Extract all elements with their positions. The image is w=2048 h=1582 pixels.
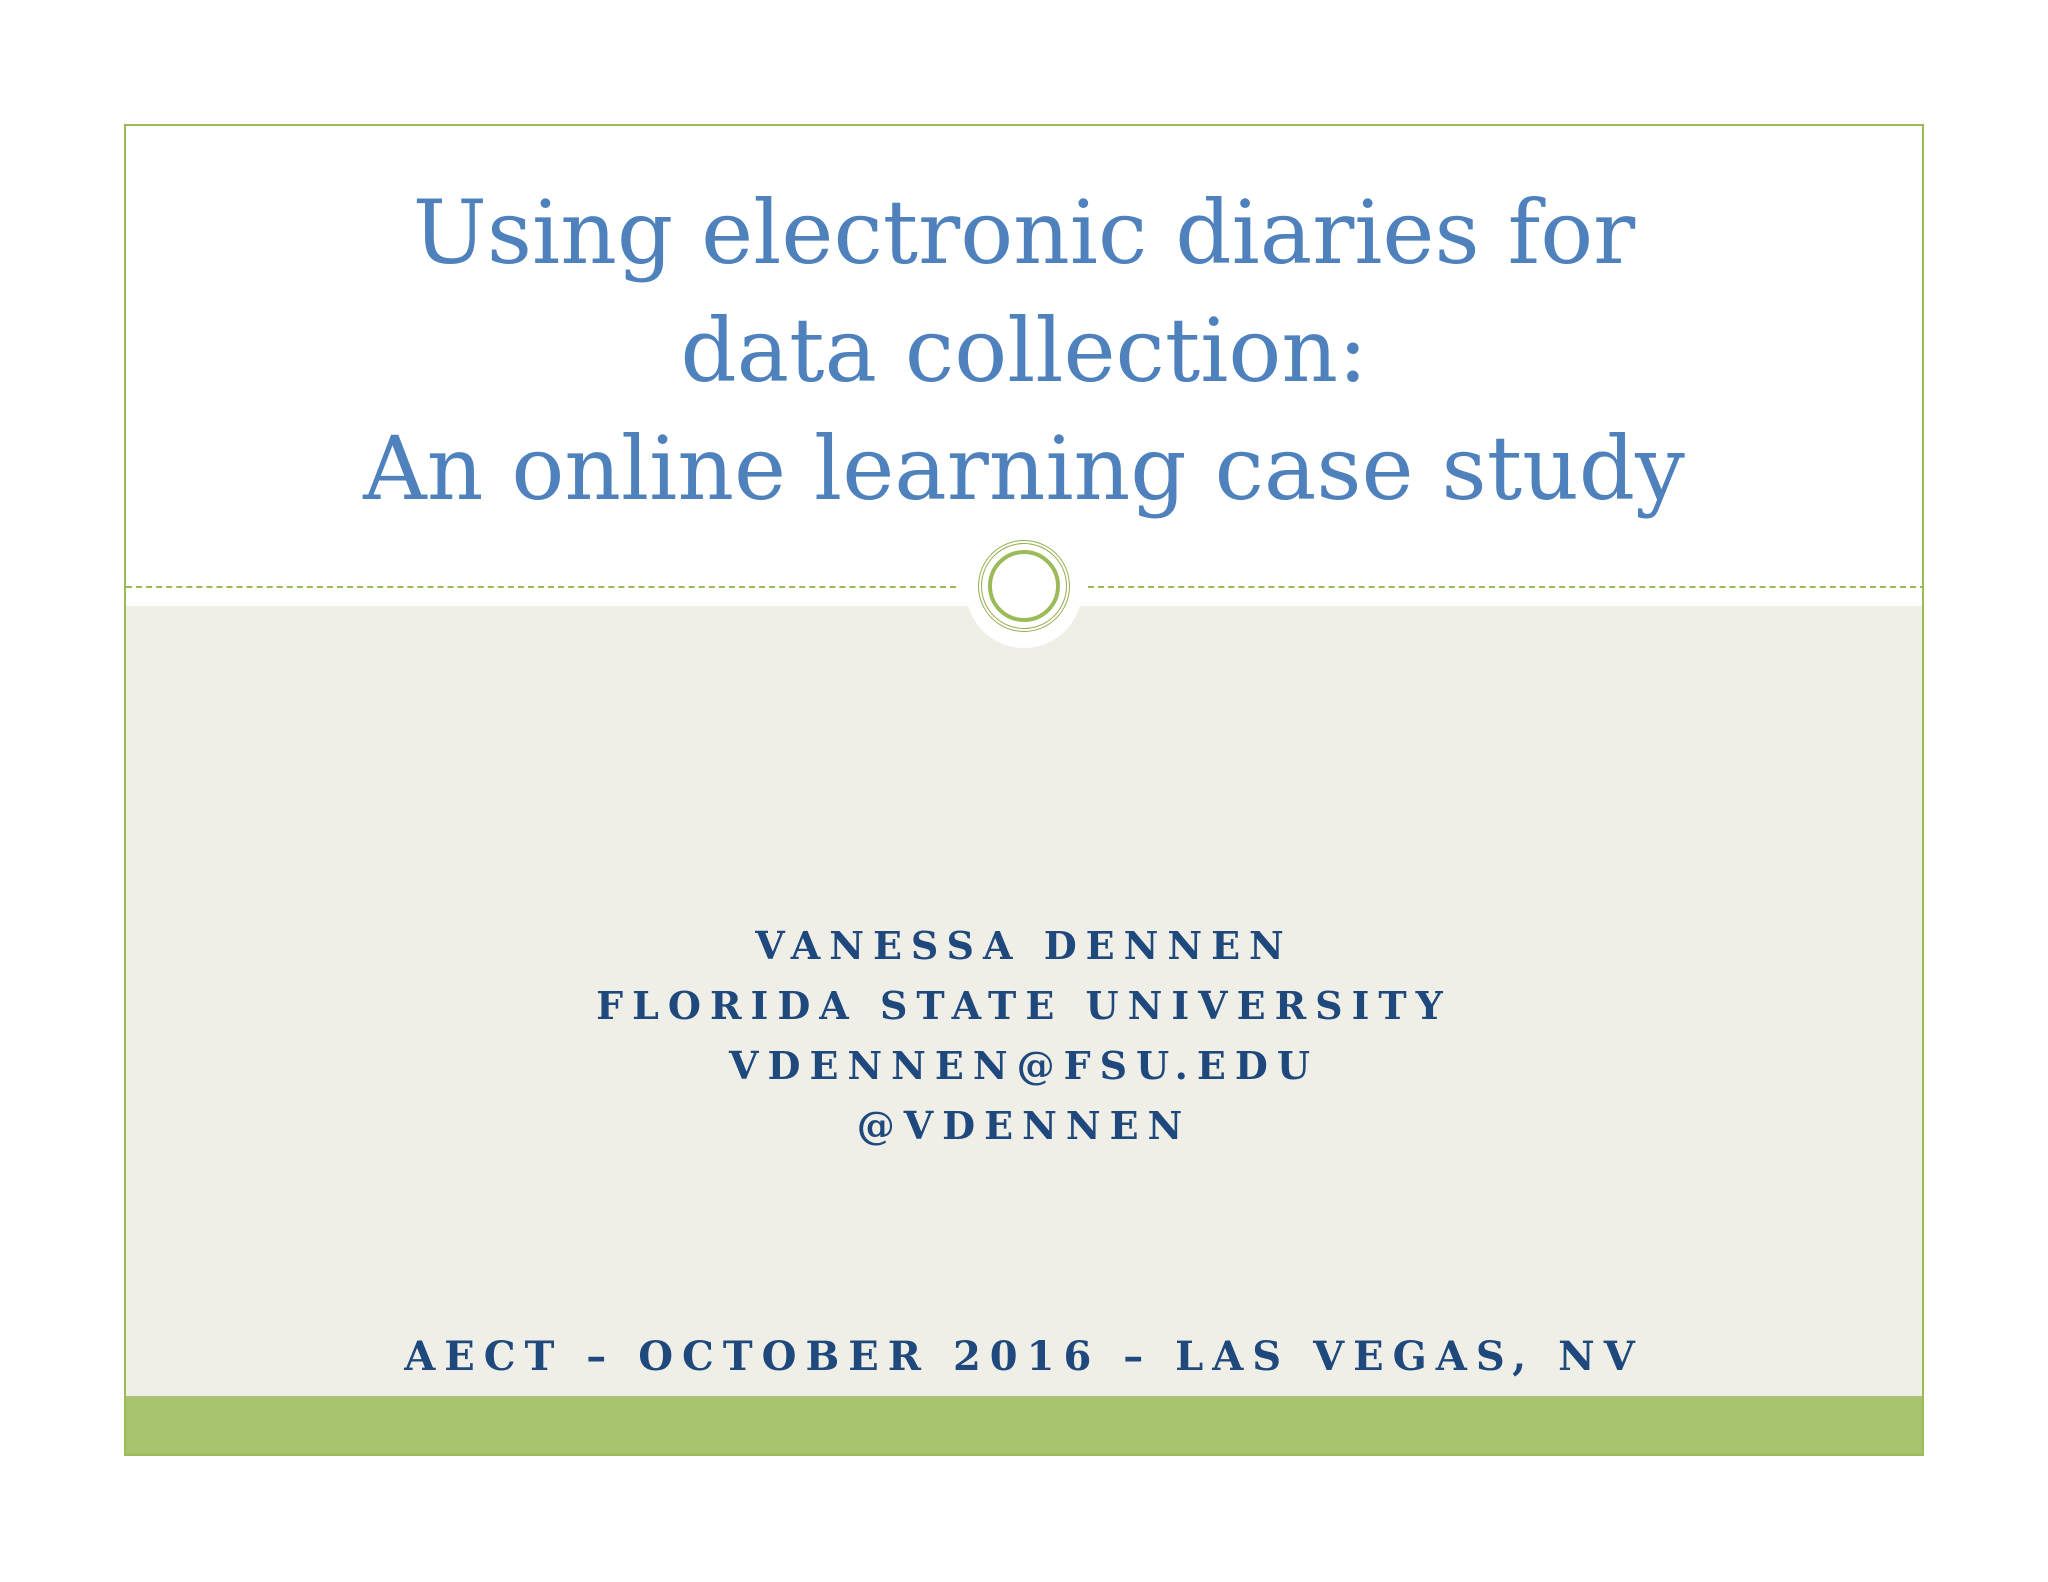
dashed-divider-right [1088, 586, 1924, 588]
title-line-2: data collection: [680, 299, 1368, 402]
presenter-name: VANESSA DENNEN [755, 923, 1293, 968]
presenter-handle: @VDENNEN [856, 1103, 1192, 1148]
footer-bar [126, 1396, 1922, 1456]
title-line-3: An online learning case study [363, 417, 1685, 520]
slide-title [126, 174, 1922, 528]
title-line-1: Using electronic diaries for [412, 181, 1636, 284]
presenter-email: VDENNEN@FSU.EDU [729, 1043, 1319, 1088]
double-ring-icon [978, 540, 1070, 632]
presenter-affiliation: FLORIDA STATE UNIVERSITY [596, 983, 1452, 1028]
dashed-divider-left [126, 586, 956, 588]
presenter-info [126, 916, 1922, 1156]
title-slide [124, 124, 1924, 1456]
conference-line: AECT – OCTOBER 2016 – LAS VEGAS, NV [404, 1333, 1644, 1380]
